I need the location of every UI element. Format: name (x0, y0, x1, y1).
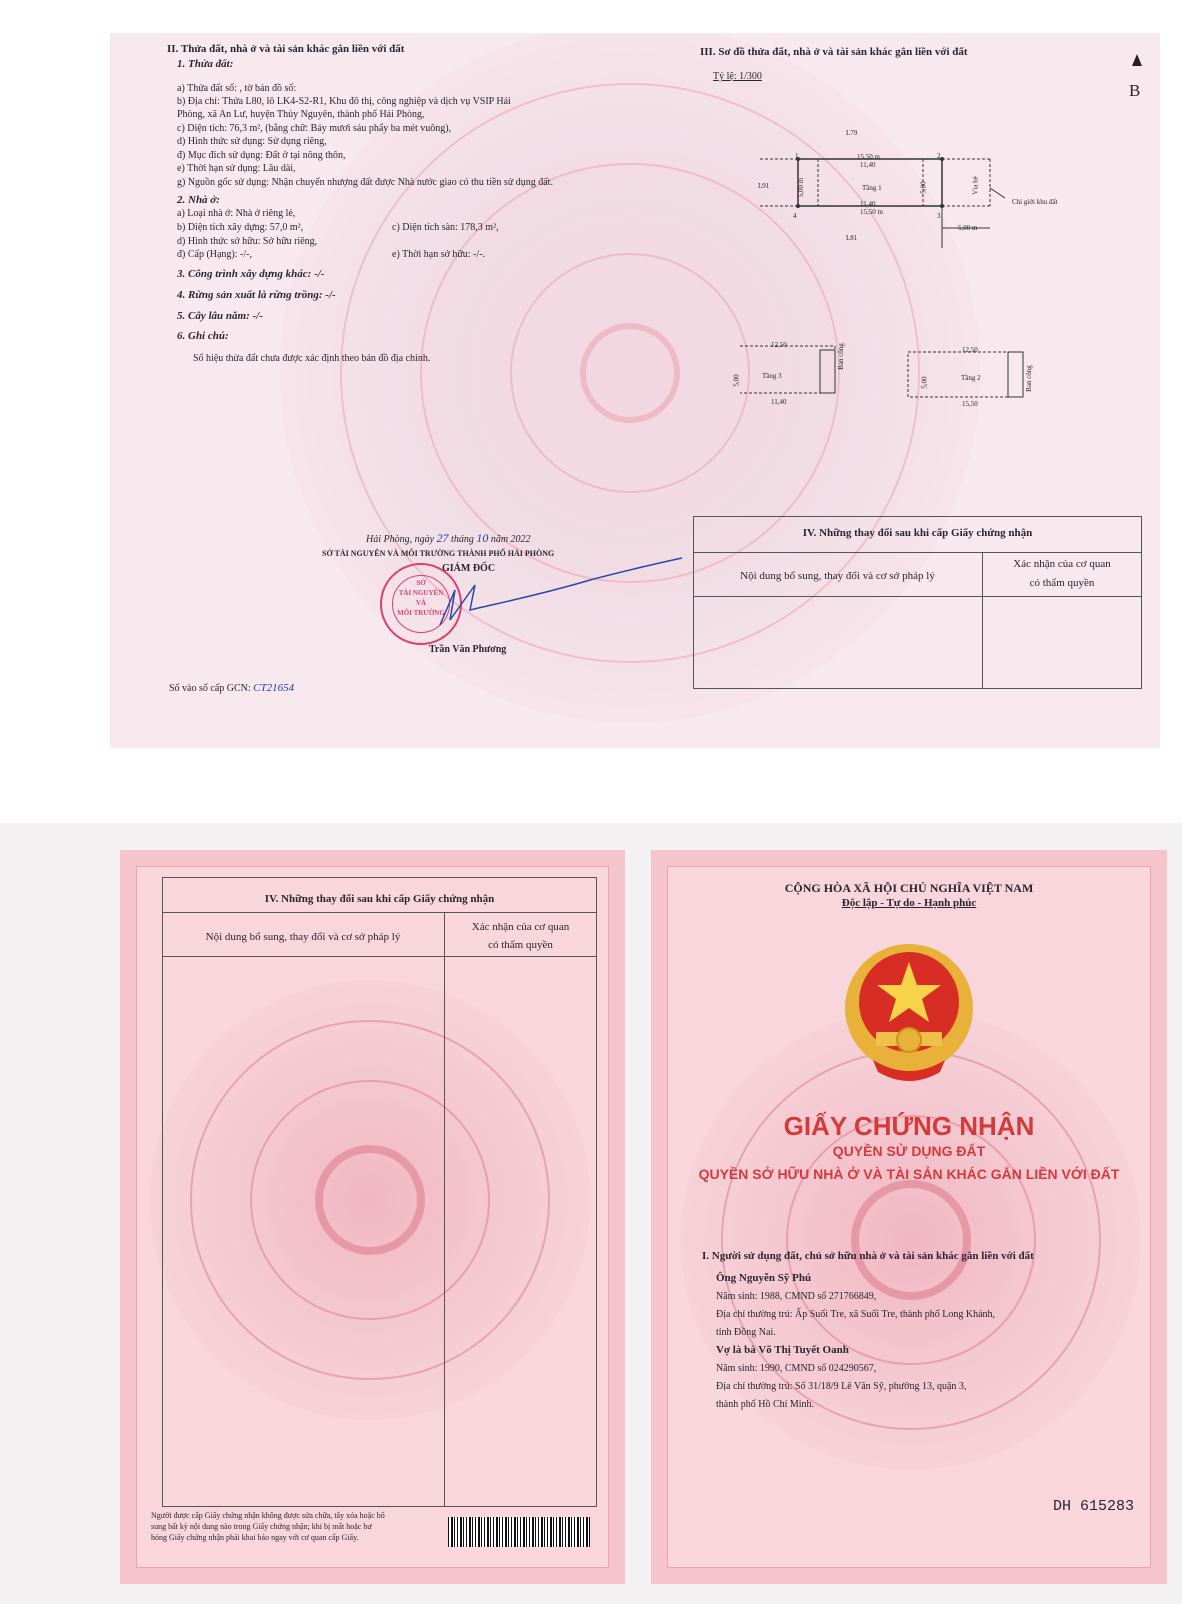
issuing-agency: SỞ TÀI NGUYÊN VÀ MÔI TRƯỜNG THÀNH PHỐ HẢI PHÒNG (322, 549, 555, 558)
certificate-subtitle-2: QUYỀN SỞ HỮU NHÀ Ở VÀ TÀI SẢN KHÁC GẮN LIỀN VỚI ĐẤT (698, 1166, 1120, 1182)
owner-2-address-cont: thành phố Hồ Chí Minh. (716, 1399, 815, 1410)
warning-line-3: hỏng Giấy chứng nhận phải khai báo ngay với cơ quan cấp Giấy. (151, 1533, 359, 1542)
house-ownership: d) Hình thức sở hữu: Sở hữu riêng, (177, 236, 318, 247)
certificate-subtitle-1: QUYỀN SỬ DỤNG ĐẤT (832, 1143, 986, 1159)
plot-area: c) Diện tích: 76,3 m², (bằng chữ: Bảy mươi sáu phẩy ba mét vuông), (177, 123, 452, 134)
holder-heading: I. Người sử dụng đất, chủ sở hữu nhà ở và tài sản khác gắn liền với đất (702, 1250, 1034, 1262)
registry-number: Số vào sổ cấp GCN: CT21654 (169, 682, 295, 694)
dim-right: 5,00 (919, 181, 928, 194)
floor-2-dim-top: 12,50 (962, 346, 978, 354)
changes-col-confirm-2: có thẩm quyền (1029, 577, 1095, 589)
point-2: 2 (937, 152, 941, 160)
signer-role: GIÁM ĐỐC (442, 563, 496, 574)
map-scale: Tỷ lệ: 1/300 (713, 71, 762, 82)
warning-line-1: Người được cấp Giấy chứng nhận không được sửa chữa, tẩy xóa hoặc bổ (151, 1511, 385, 1520)
certificate-title: GIẤY CHỨNG NHẬN (783, 1111, 1035, 1141)
floor-2-dim-bottom: 15,50 (962, 400, 978, 408)
changes-col-content-back: Nội dung bổ sung, thay đổi và cơ sở pháp lý (205, 931, 401, 943)
owner-2-birth: Năm sinh: 1990, CMND số 024290567, (716, 1363, 877, 1374)
warning-line-2: sung bất kỳ nội dung nào trong Giấy chứng nhận; khi bị mất hoặc hư (151, 1522, 372, 1531)
other-works: 3. Công trình xây dựng khác: -/- (177, 268, 325, 280)
house-term: e) Thời hạn sở hữu: -/-. (392, 249, 486, 260)
floor-1-label: Tầng 1 (862, 184, 882, 192)
changes-table-back (162, 877, 597, 1507)
balcony-label: Ban công (836, 343, 845, 370)
official-stamp: SỞ TÀI NGUYÊN VÀ MÔI TRƯỜNG (380, 563, 462, 645)
forest: 4. Rừng sản xuất là rừng trồng: -/- (177, 289, 336, 301)
changes-col-confirm: Xác nhận của cơ quan (1013, 558, 1111, 570)
north-arrow-icon (1132, 54, 1142, 66)
owner-1-name: Ông Nguyễn Sỹ Phú (716, 1272, 812, 1284)
changes-col-confirm-back: Xác nhận của cơ quan (471, 921, 570, 933)
national-motto: Độc lập - Tự do - Hạnh phúc (841, 897, 977, 909)
owner-1-birth: Năm sinh: 1988, CMND số 271766849, (716, 1291, 877, 1302)
land-plot-heading: 1. Thửa đất: (177, 58, 234, 70)
floor-3-label: Tầng 3 (762, 372, 782, 380)
owner-2-address: Địa chỉ thường trú: Số 31/18/9 Lê Văn Sỹ, phường 13, quận 3, (716, 1381, 967, 1392)
north-label: B (1129, 81, 1141, 100)
floor-2-label: Tầng 2 (961, 374, 981, 382)
house-footprint: b) Diện tích xây dựng: 57,0 m², (177, 222, 304, 233)
floor-2-dim-side: 5,00 (920, 376, 929, 389)
floor-3-dim-top: 12,50 (771, 341, 787, 349)
neighbor-l79: L79 (846, 129, 858, 137)
notes-text: Số hiệu thửa đất chưa được xác định theo bản đồ địa chính. (193, 353, 431, 364)
signer-name: Trần Văn Phương (429, 644, 507, 655)
use-origin: g) Nguồn gốc sử dụng: Nhận chuyển nhượng đất được Nhà nước giao có thu tiền sử dụng đất. (177, 177, 553, 188)
issue-date: Hải Phòng, ngày 27 tháng 10 năm 2022 (366, 531, 531, 545)
balcony-label-2: Ban công (1024, 365, 1033, 392)
point-4: 4 (793, 212, 797, 220)
dim-sidewalk: 5,00 m (958, 224, 978, 232)
floor-3-dim-side: 5,00 (732, 374, 741, 387)
section-2-title: II. Thửa đất, nhà ở và tài sản khác gắn liền với đất (167, 43, 405, 55)
signature (420, 550, 690, 640)
boundary-label: Chỉ giới khu đất (1012, 198, 1058, 206)
dim-left: 5,00 m (797, 177, 806, 198)
use-purpose: đ) Mục đích sử dụng: Đất ở tại nông thôn, (177, 150, 346, 161)
house-type: a) Loại nhà ở: Nhà ở riêng lẻ, (177, 208, 296, 219)
changes-col-confirm-back-2: có thẩm quyền (488, 939, 553, 951)
serial-number: DH 615283 (1053, 1498, 1135, 1515)
changes-title: IV. Những thay đổi sau khi cấp Giấy chứng nhận (802, 527, 1033, 539)
use-term: e) Thời hạn sử dụng: Lâu dài, (177, 163, 296, 174)
plot-number: a) Thửa đất số: , tờ bản đồ số: (177, 83, 297, 94)
owner-1-address-cont: tỉnh Đồng Nai. (716, 1327, 776, 1338)
owner-2-name: Vợ là bà Võ Thị Tuyết Oanh (716, 1344, 849, 1356)
notes-heading: 6. Ghi chú: (177, 330, 229, 342)
changes-col-content: Nội dung bổ sung, thay đổi và cơ sở pháp lý (740, 570, 935, 582)
changes-title-back: IV. Những thay đổi sau khi cấp Giấy chứng nhận (264, 893, 495, 905)
country-name: CỘNG HÒA XÃ HỘI CHỦ NGHĨA VIỆT NAM (784, 881, 1034, 895)
point-3: 3 (937, 212, 941, 220)
house-floor-area: c) Diện tích sàn: 178,3 m², (392, 222, 499, 233)
dim-top: 15,50 m (857, 153, 880, 161)
section-3-title: III. Sơ đồ thửa đất, nhà ở và tài sản khác gắn liền với đất (700, 46, 968, 58)
plot-address: b) Địa chỉ: Thửa L80, lô LK4-S2-R1, Khu đô thị, công nghiệp và dịch vụ VSIP Hải (177, 96, 511, 107)
point-1: 1 (795, 152, 799, 160)
use-form: d) Hình thức sử dụng: Sử dụng riêng, (177, 136, 327, 147)
changes-table (693, 516, 1142, 689)
dim-bottom-inner: 11,40 (860, 200, 876, 208)
perennial-trees: 5. Cây lâu năm: -/- (177, 310, 263, 322)
barcode (448, 1517, 590, 1547)
sidewalk-label: Vỉa hè (971, 176, 980, 195)
dim-top-inner: 11,40 (860, 161, 876, 169)
house-grade: đ) Cấp (Hạng): -/-, (177, 249, 252, 260)
house-heading: 2. Nhà ở: (177, 194, 220, 206)
neighbor-l91: L91 (758, 182, 770, 190)
plot-address-cont: Phòng, xã An Lư, huyện Thủy Nguyên, thành phố Hải Phòng, (177, 109, 425, 120)
watermark-star-ring (580, 323, 680, 423)
owner-1-address: Địa chỉ thường trú: Ấp Suối Tre, xã Suối Tre, thành phố Long Khánh, (716, 1309, 996, 1320)
dim-bottom: 15,50 m (860, 208, 883, 216)
floor-3-dim-bottom: 11,40 (771, 398, 787, 406)
neighbor-l81: L81 (846, 234, 858, 242)
national-emblem-icon (838, 940, 980, 1082)
